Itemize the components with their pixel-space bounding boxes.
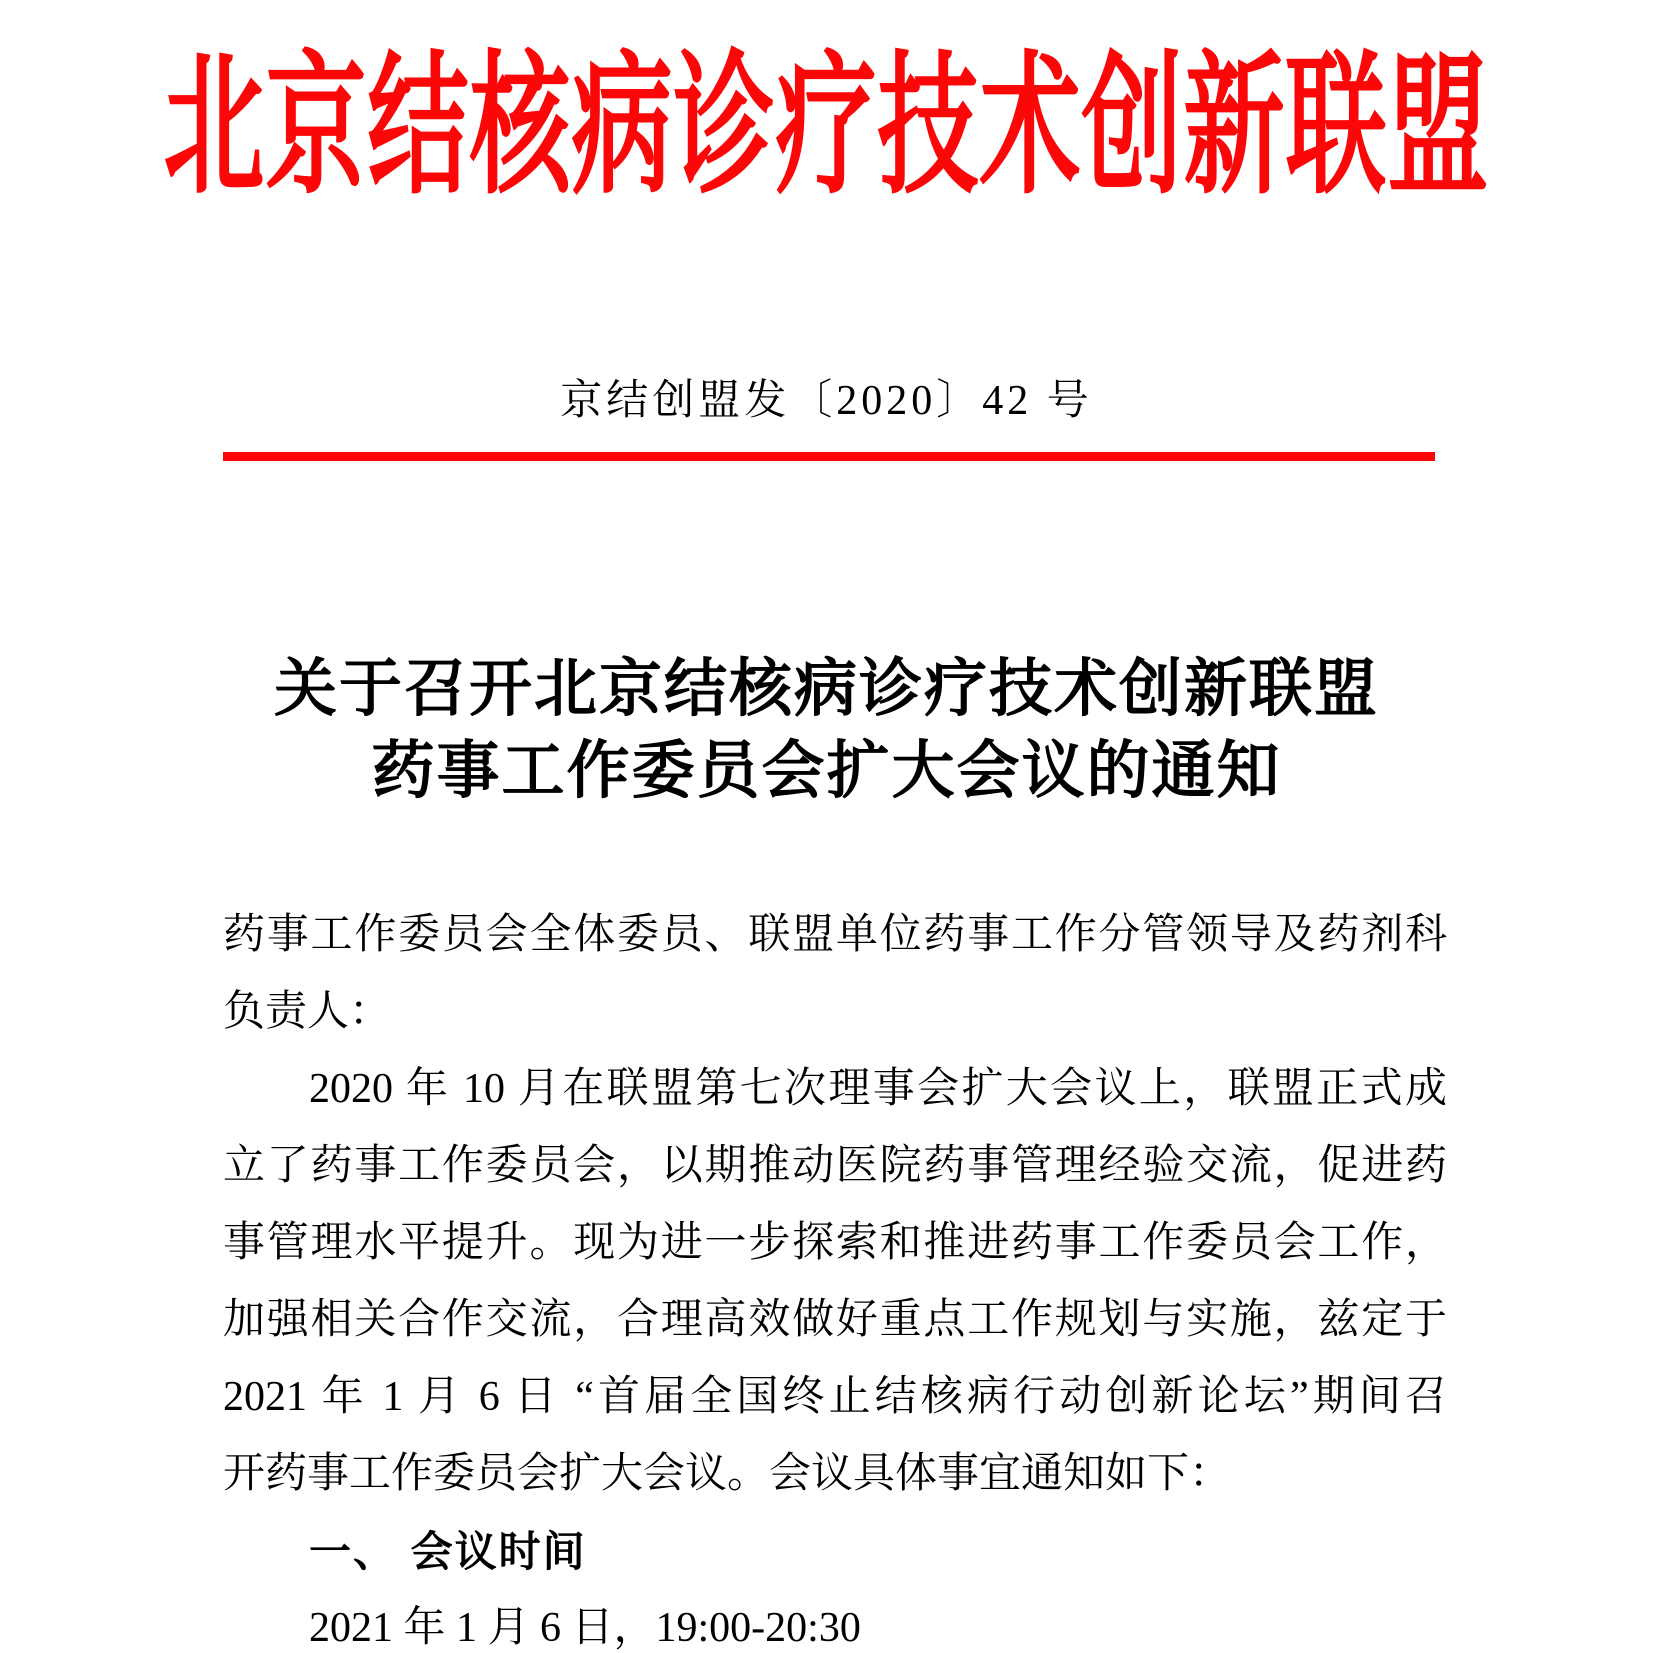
- paragraph-line: 开药事工作委员会扩大会议。会议具体事宜通知如下：: [223, 1451, 1232, 1497]
- paragraph-line: 事管理水平提升。现为进一步探索和推进药事工作委员会工作，: [223, 1220, 1447, 1266]
- notice-title-line1: 关于召开北京结核病诊疗技术创新联盟: [274, 654, 1379, 724]
- notice-title-line2: 药事工作委员会扩大会议的通知: [371, 736, 1282, 806]
- meeting-time-value: 2021 年 1 月 6 日，19:00-20:30: [309, 1605, 861, 1651]
- paragraph-line: 加强相关合作交流，合理高效做好重点工作规划与实施，兹定于: [223, 1297, 1447, 1343]
- salutation-line: 负责人：: [223, 989, 392, 1035]
- red-divider-line: [223, 452, 1435, 461]
- section-heading-meeting-time: 一、 会议时间: [309, 1528, 587, 1575]
- notice-title: [0, 648, 1653, 812]
- paragraph-line: 立了药事工作委员会，以期推动医院药事管理经验交流，促进药: [223, 1143, 1447, 1189]
- salutation-line: 药事工作委员会全体委员、联盟单位药事工作分管领导及药剂科: [223, 912, 1447, 958]
- document-number: 京结创盟发〔2020〕42 号: [560, 378, 1093, 424]
- notice-body: [223, 897, 1447, 1653]
- letterhead-org-title: 北京结核病诊疗技术创新联盟: [163, 42, 1490, 213]
- paragraph-line: 2021 年 1 月 6 日 “首届全国终止结核病行动创新论坛”期间召: [223, 1374, 1447, 1420]
- paragraph-line: 2020 年 10 月在联盟第七次理事会扩大会议上，联盟正式成: [309, 1066, 1447, 1112]
